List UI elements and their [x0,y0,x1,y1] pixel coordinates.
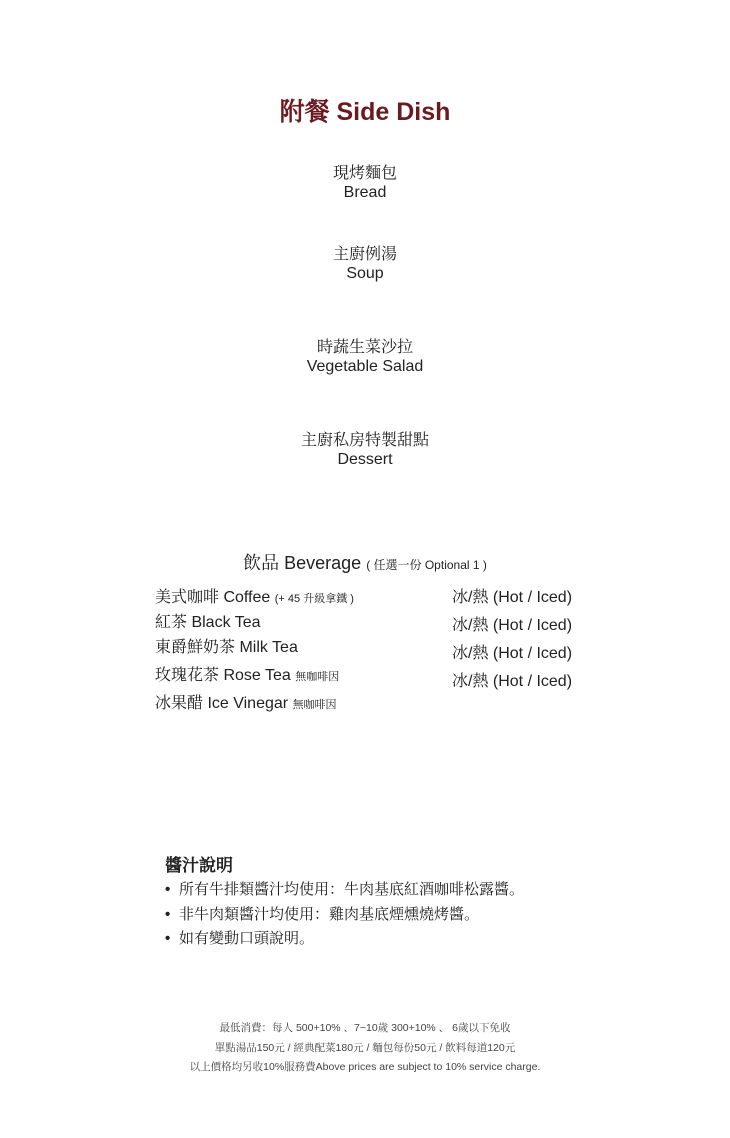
dish-name-zh: 主廚例湯 [332,246,397,263]
beverage-name: 美式咖啡 Coffee [155,589,271,606]
side-dish-item-bread [0,164,730,202]
sauce-bullet [165,903,479,924]
dish-name-en: Dessert [337,451,393,468]
beverage-temp: 冰/熱 (Hot / Iced) [452,645,573,662]
sauce-bullet-text: 如有變動口頭說明。 [179,930,315,947]
dish-name-en: Soup [346,265,384,282]
beverage-name: 玫瑰花茶 Rose Tea [155,667,291,684]
beverage-item-ice-vinegar [155,690,337,713]
side-dish-item-soup [0,245,730,283]
beverage-note: (+ 45 升級拿鐵 ) [274,593,354,605]
beverage-title: 飲品 Beverage [243,553,362,573]
side-dish-item-salad [0,338,730,376]
beverage-heading [0,549,730,575]
beverage-temp: 冰/熱 (Hot / Iced) [452,589,573,606]
dish-name-zh: 時蔬生菜沙拉 [316,339,413,356]
beverage-name: 冰果醋 Ice Vinegar [155,695,289,712]
beverage-item-milk-tea [155,634,298,657]
bullet-icon: • [165,881,171,898]
sauce-bullet-text: 所有牛排類醬汁均使用：牛肉基底紅酒咖啡松露醬。 [179,881,525,898]
footer-a-la-carte: 單點湯品150元 / 經典配菜180元 / 麵包每份50元 / 飲料每道120元 [214,1042,516,1054]
bullet-icon: • [165,930,171,947]
beverage-temp: 冰/熱 (Hot / Iced) [452,673,573,690]
sauce-title: 醬汁說明 [165,856,233,875]
beverage-note: 無咖啡因 [295,671,340,683]
dish-name-zh: 現烤麵包 [332,165,397,182]
footer-service-charge: 以上價格均另收10%服務費Above prices are subject to 10% service charge. [189,1061,541,1073]
sauce-bullet [165,927,314,948]
side-dish-item-dessert [0,431,730,469]
beverage-item-coffee [155,584,354,607]
sauce-bullet-text: 非牛肉類醬汁均使用：雞肉基底煙燻燒烤醬。 [179,906,480,923]
beverage-name: 紅茶 Black Tea [155,614,261,631]
side-dish-title: 附餐 Side Dish [279,98,451,126]
dish-name-zh: 主廚私房特製甜點 [300,432,429,449]
dish-name-en: Vegetable Salad [306,358,424,375]
bullet-icon: • [165,906,171,923]
footer-min-charge: 最低消費：每人 500+10% 、7~10歲 300+10% 、 6歲以下免收 [219,1022,511,1034]
sauce-bullet [165,878,524,899]
beverage-name: 東爵鮮奶茶 Milk Tea [155,639,298,656]
dish-name-en: Bread [343,184,387,201]
beverage-item-rose-tea [155,662,339,685]
beverage-note: 無咖啡因 [292,699,337,711]
beverage-note: ( 任選一份 Optional 1 ) [366,558,487,572]
beverage-item-black-tea [155,609,261,632]
beverage-temp: 冰/熱 (Hot / Iced) [452,617,573,634]
